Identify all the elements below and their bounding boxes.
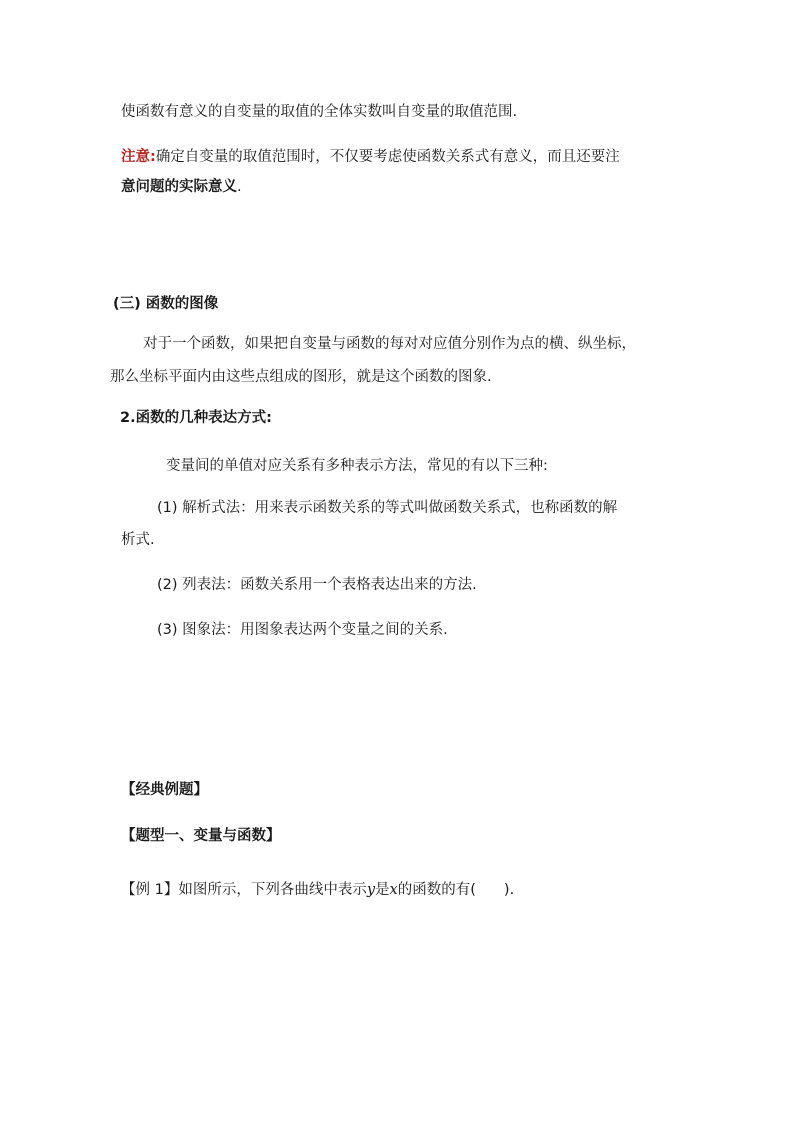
section-heading-representations: 2.函数的几种表达方式:: [120, 410, 272, 426]
representations-intro: 变量间的单值对应关系有多种表示方法，常见的有以下三种:: [166, 458, 548, 474]
definition-text: 使函数有意义的自变量的取值的全体实数叫自变量的取值范围.: [121, 104, 518, 120]
note-end: .: [237, 179, 242, 195]
section-heading-graph: (三) 函数的图像: [113, 296, 219, 312]
question-type-heading: 【题型一、变量与函数】: [121, 828, 281, 844]
item-analytic-line-2: 析式.: [121, 532, 155, 548]
item-analytic-line-1: (1) 解析式法：用来表示函数关系的等式叫做函数关系式，也称函数的解: [157, 500, 618, 516]
note-emphasis: 意问题的实际意义: [121, 179, 237, 195]
example-1-text-b: 是: [375, 882, 390, 898]
item-table-method: (2) 列表法：函数关系用一个表格表达出来的方法.: [157, 577, 477, 593]
note-label: 注意:: [121, 149, 156, 165]
graph-paragraph-line-1: 对于一个函数，如果把自变量与函数的每对对应值分别作为点的横、纵坐标，: [143, 336, 636, 352]
example-1: [121, 880, 514, 900]
example-1-text-a: 如图所示，下列各曲线中表示: [178, 882, 367, 898]
graph-paragraph-line-2: 那么坐标平面内由这些点组成的图形，就是这个函数的图象.: [110, 369, 492, 385]
example-1-text-c: 的函数的有(: [397, 882, 476, 898]
note-line-1: [121, 147, 620, 167]
example-1-text-d: ).: [503, 882, 515, 898]
note-text-1: 确定自变量的取值范围时，不仅要考虑使函数关系式有意义，而且还要注: [155, 149, 620, 165]
example-1-label: 【例 1】: [121, 882, 179, 898]
classic-examples-heading: 【经典例题】: [121, 782, 208, 798]
item-graph-method: (3) 图象法：用图象表达两个变量之间的关系.: [157, 622, 448, 638]
note-line-2: [121, 177, 242, 197]
variable-x: x: [389, 882, 398, 898]
variable-y: y: [366, 882, 376, 898]
